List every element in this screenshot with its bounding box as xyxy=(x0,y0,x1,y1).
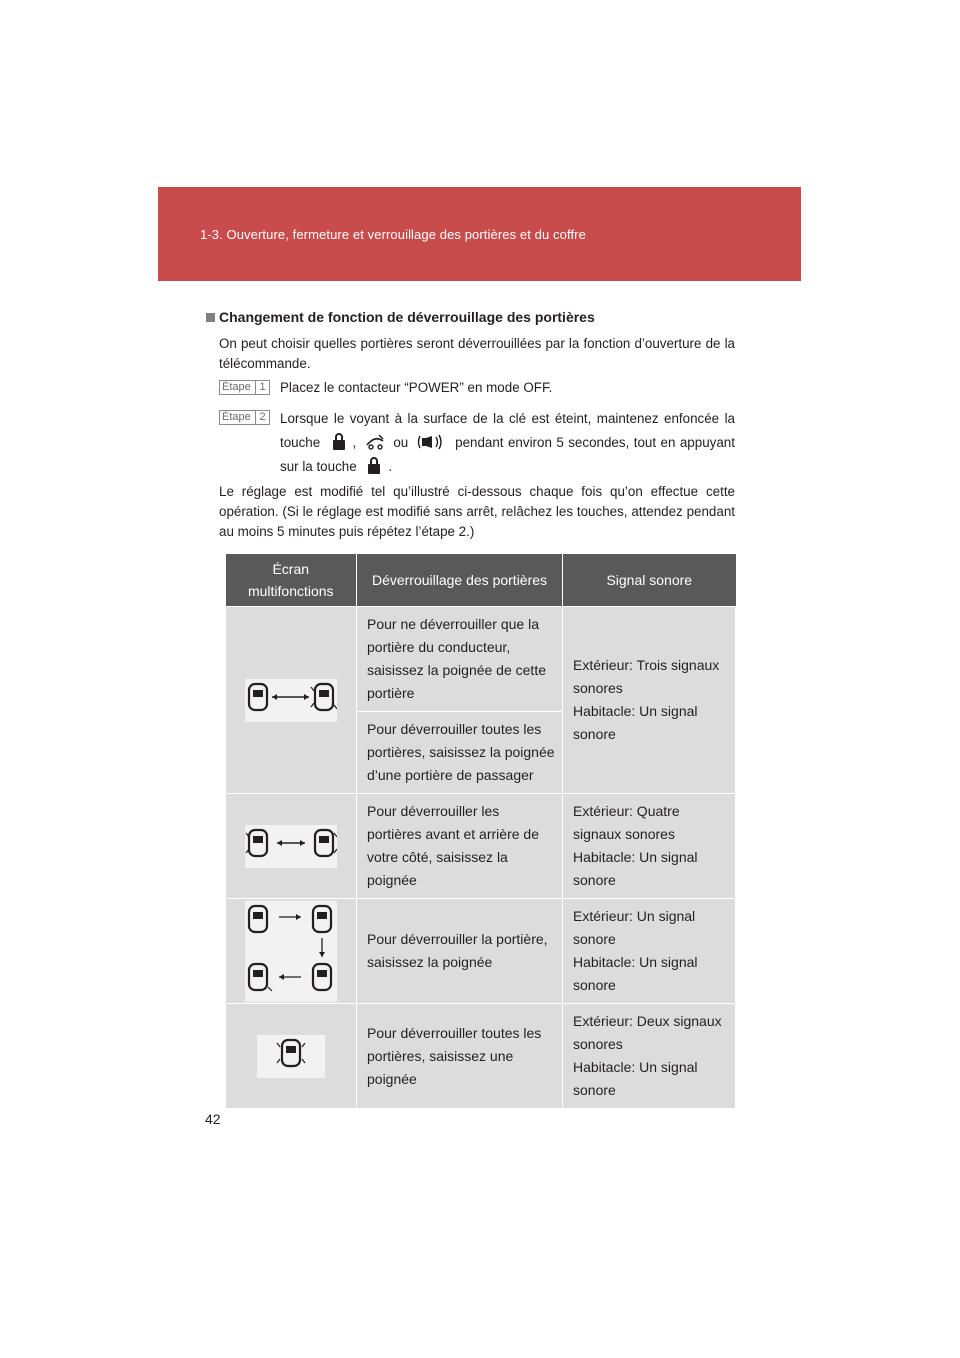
step-2-text-a: Lorsque le voyant à la surface de la clé est éteint, maintenez enfoncée la touche xyxy=(280,411,735,450)
display-cell xyxy=(226,607,357,794)
trunk-icon xyxy=(364,432,386,452)
signal-exterior: Extérieur: Trois signaux sonores xyxy=(573,657,720,696)
section-heading-text: Changement de fonction de déverrouillage des portières xyxy=(219,309,595,325)
signal-cabin: Habitacle: Un signal sonore xyxy=(573,703,698,742)
unlock-cell: Pour ne déverrouiller que la portière du conducteur, saisissez la poignée de cette portière xyxy=(357,607,563,712)
heading-bullet-icon xyxy=(206,313,215,322)
table-header-display: Écran multifonctions xyxy=(226,554,357,607)
step-badge-number: 2 xyxy=(255,411,269,424)
unlock-cell: Pour déverrouiller toutes les portières, saisissez une poignée xyxy=(357,1004,563,1109)
unlock-cell: Pour déverrouiller toutes les portières, saisissez la poignée d’une portière de passager xyxy=(357,712,563,794)
lock-icon xyxy=(328,432,350,452)
signal-cabin: Habitacle: Un signal sonore xyxy=(573,849,698,888)
table-header-unlock: Déverrouillage des portières xyxy=(357,554,563,607)
unlock-cell: Pour déverrouiller la portière, saisissez la poignée xyxy=(357,899,563,1004)
car-door-diagram-icon xyxy=(257,1035,325,1078)
table-row xyxy=(226,899,736,1004)
step-2-text-b: , xyxy=(352,435,357,450)
unlock-function-table xyxy=(225,554,736,1109)
signal-exterior: Extérieur: Quatre signaux sonores xyxy=(573,803,680,842)
signal-exterior: Extérieur: Deux signaux sonores xyxy=(573,1013,722,1052)
table-header-signal: Signal sonore xyxy=(563,554,736,607)
step-badge xyxy=(219,410,270,425)
signal-cabin: Habitacle: Un signal sonore xyxy=(573,954,698,993)
signal-cell xyxy=(563,794,736,899)
step-badge-word: Étape xyxy=(222,411,251,423)
unlock-cell: Pour déverrouiller les portières avant et arrière de votre côté, saisissez la poignée xyxy=(357,794,563,899)
section-heading xyxy=(206,309,595,325)
table-row xyxy=(226,607,736,712)
step-2-text xyxy=(280,407,735,479)
car-door-diagram-icon xyxy=(245,679,337,722)
table-header-row xyxy=(226,554,736,607)
intro-paragraph: On peut choisir quelles portières seront déverrouillées par la fonction d’ouverture de la télécommande. xyxy=(219,336,735,371)
section-header-band xyxy=(158,187,801,281)
signal-cabin: Habitacle: Un signal sonore xyxy=(573,1059,698,1098)
car-door-diagram-icon xyxy=(245,825,337,868)
panic-icon xyxy=(416,432,448,452)
table-row xyxy=(226,1004,736,1109)
signal-cell xyxy=(563,607,736,794)
car-door-diagram-icon xyxy=(245,901,337,1002)
step-badge xyxy=(219,380,270,395)
step-2-text-e: . xyxy=(388,459,393,474)
page-number: 42 xyxy=(205,1111,221,1127)
display-cell xyxy=(226,794,357,899)
display-cell xyxy=(226,899,357,1004)
signal-cell xyxy=(563,1004,736,1109)
step-1-text: Placez le contacteur “POWER” en mode OFF. xyxy=(280,380,553,395)
step-2-text-d: pendant environ 5 secondes, tout en appuyant sur la touche xyxy=(280,435,735,474)
section-header-title: 1-3. Ouverture, fermeture et verrouillage des portières et du coffre xyxy=(200,227,586,242)
step-2-text-c: ou xyxy=(393,435,409,450)
signal-cell xyxy=(563,899,736,1004)
lock-icon xyxy=(363,456,385,476)
step-badge-word: Étape xyxy=(222,381,251,393)
signal-exterior: Extérieur: Un signal sonore xyxy=(573,908,696,947)
step-badge-number: 1 xyxy=(255,381,269,394)
outro-paragraph: Le réglage est modifié tel qu’illustré ci-dessous chaque fois qu’on effectue cette opération. (Si le réglage est modifié sans arrêt, relâchez les touches, attendez pendant au moins 5 minutes puis répétez l’étape 2.) xyxy=(219,484,735,539)
display-cell xyxy=(226,1004,357,1109)
table-row xyxy=(226,794,736,899)
